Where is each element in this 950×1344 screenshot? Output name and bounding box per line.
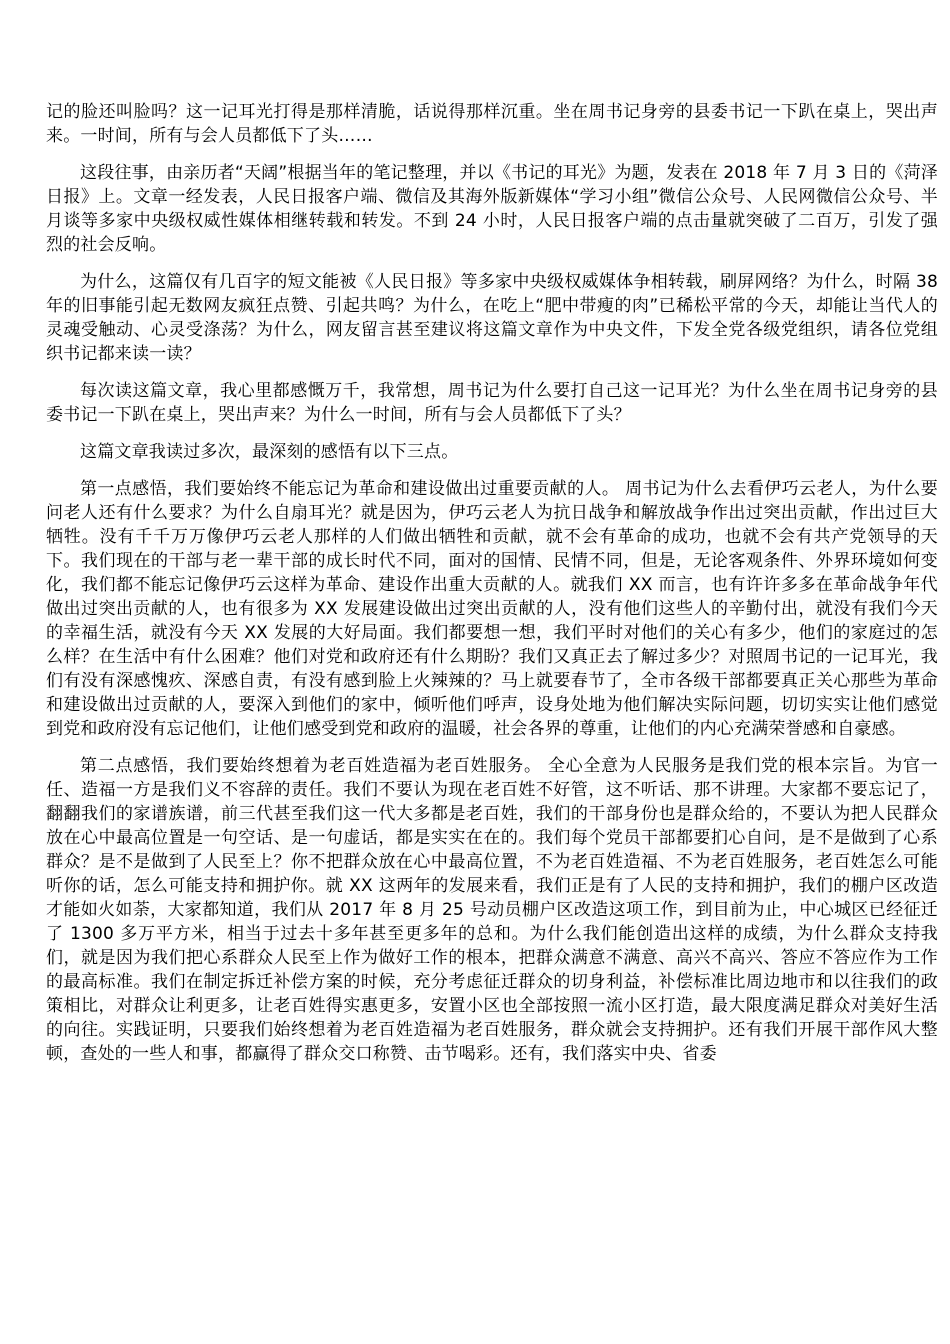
paragraph-7: 第二点感悟，我们要始终想着为老百姓造福为老百姓服务。 全心全意为人民服务是我们党的根本宗旨。为官一任、造福一方是我们义不容辞的责任。我们不要认为现在老百姓不好管，这不听话、那不讲理。大家都不要忘记了，翻翻我们的家谱族谱，前三代甚至我们这一代大多都是老百姓，我们的干部身份也是群众给的，不要认为把人民群众放在心中最高位置是一句空话、是一句虚话，都是实实在在的。我们每个党员干部都要扪心自问，是不是做到了心系群众？是不是做到了人民至上？你不把群众放在心中最高位置，不为老百姓造福、不为老百姓服务，老百姓怎么可能听你的话，怎么可能支持和拥护你。就 XX 这两年的发展来看，我们正是有了人民的支持和拥护，我们的棚户区改造才能如火如荼，大家都知道，我们从 2017 年 8 月 25 号动员棚户区改造这项工作，到目前为止，中心城区已经征迁了 1300 多万平方米，相当于过去十多年甚至更多年的总和。为什么我们能创造出这样的成绩，为什么群众支持我们，就是因为我们把心系群众人民至上作为做好工作的根本，把群众满意不满意、高兴不高兴、答应不答应作为工作的最高标准。我们在制定拆迁补偿方案的时候，充分考虑征迁群众的切身利益，补偿标准比周边地市和以往我们的政策相比，对群众让利更多，让老百姓得实惠更多，安置小区也全部按照一流小区打造，最大限度满足群众对美好生活的向往。实践证明，只要我们始终想着为老百姓造福为老百姓服务，群众就会支持拥护。还有我们开展干部作风大整顿，查处的一些人和事，都赢得了群众交口称赞、击节喝彩。还有，我们落实中央、省委 [46, 756, 938, 1064]
paragraph-4: 每次读这篇文章，我心里都感慨万千，我常想，周书记为什么要打自己这一记耳光？为什么坐在周书记身旁的县委书记一下趴在桌上，哭出声来？为什么一时间，所有与会人员都低下了头？ [46, 381, 938, 425]
paragraph-5: 这篇文章我读过多次，最深刻的感悟有以下三点。 [80, 442, 459, 462]
paragraph-1: 记的脸还叫脸吗？这一记耳光打得是那样清脆，话说得那样沉重。坐在周书记身旁的县委书记一下趴在桌上，哭出声来。一时间，所有与会人员都低下了头…… [46, 102, 938, 146]
paragraph-6: 第一点感悟，我们要始终不能忘记为革命和建设做出过重要贡献的人。 周书记为什么去看伊巧云老人，为什么要问老人还有什么要求？为什么自扇耳光？就是因为，伊巧云老人为抗日战争和解放战争作出过突出贡献，作出过巨大牺牲。没有千千万万像伊巧云老人那样的人们做出牺牲和贡献，就不会有革命的成功，也就不会有共产党领导的天下。我们现在的干部与老一辈干部的成长时代不同，面对的国情、民情不同，但是，无论客观条件、外界环境如何变化，我们都不能忘记像伊巧云这样为革命、建设作出重大贡献的人。就我们 XX 而言，也有许许多多在革命战争年代做出过突出贡献的人，也有很多为 XX 发展建设做出过突出贡献的人，没有他们这些人的辛勤付出，就没有我们今天的幸福生活，就没有今天 XX 发展的大好局面。我们都要想一想，我们平时对他们的关心有多少，他们的家庭过的怎么样？在生活中有什么困难？他们对党和政府还有什么期盼？我们又真正去了解过多少？对照周书记的一记耳光，我们有没有深感愧疚、深感自责，有没有感到脸上火辣辣的？马上就要春节了，全市各级干部都要真正关心那些为革命和建设做出过贡献的人，要深入到他们的家中，倾听他们呼声，设身处地为他们解决实际问题，切切实实让他们感觉到党和政府没有忘记他们，让他们感受到党和政府的温暖，社会各界的尊重，让他们的内心充满荣誉感和自豪感。 [46, 479, 938, 739]
paragraph-2: 这段往事，由亲历者“天阔”根据当年的笔记整理，并以《书记的耳光》为题，发表在 2018 年 7 月 3 日的《菏泽日报》上。文章一经发表，人民日报客户端、微信及其海外版新媒体“学习小组”微信公众号、人民网微信公众号、半月谈等多家中央级权威性媒体相继转载和转发。不到 24 小时，人民日报客户端的点击量就突破了二百万，引发了强烈的社会反响。 [46, 163, 938, 255]
paragraph-3: 为什么，这篇仅有几百字的短文能被《人民日报》等多家中央级权威媒体争相转载，刷屏网络？为什么，时隔 38 年的旧事能引起无数网友疯狂点赞、引起共鸣？为什么，在吃上“肥中带瘦的肉”已稀松平常的今天，却能让当代人的灵魂受触动、心灵受涤荡？为什么，网友留言甚至建议将这篇文章作为中央文件，下发全党各级党组织，请各位党组织书记都来读一读？ [46, 272, 938, 364]
